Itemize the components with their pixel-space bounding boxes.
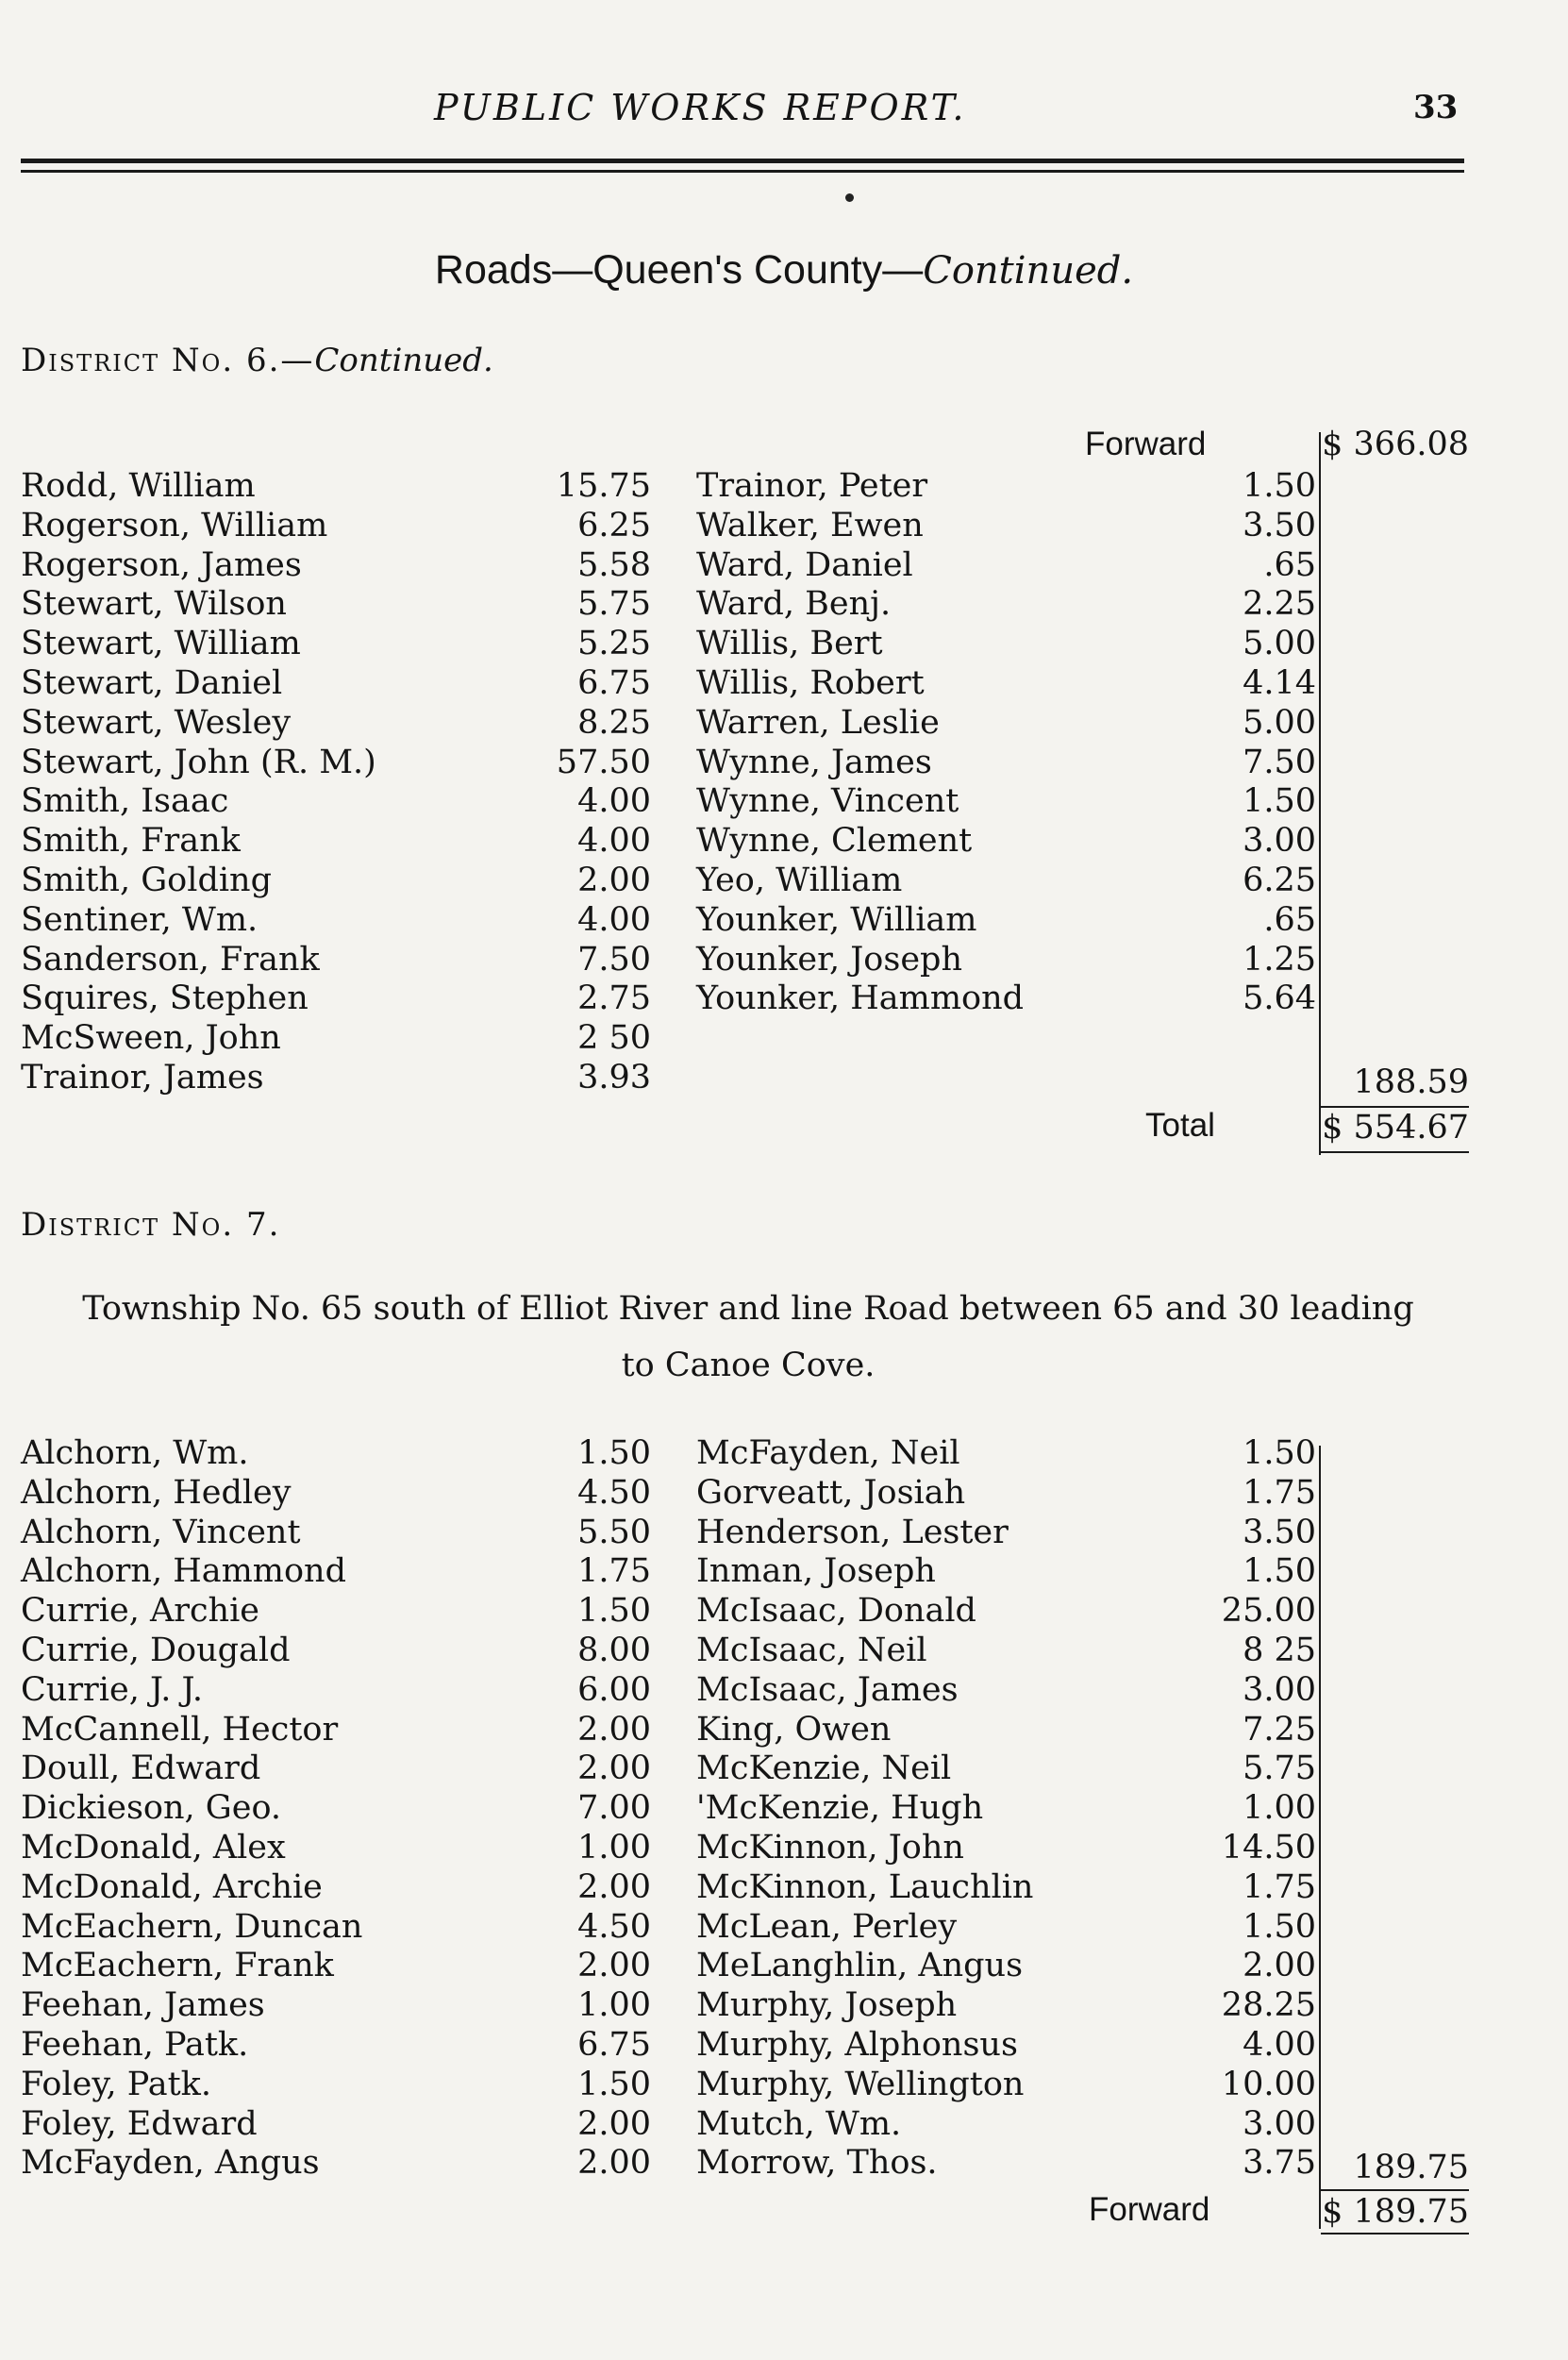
- entry-name: Inman, Joseph: [696, 1552, 936, 1591]
- entry-amount: 8.00: [577, 1632, 651, 1669]
- entry-name: King, Owen: [696, 1710, 892, 1749]
- entry-amount: 3.75: [1243, 2144, 1316, 2183]
- entry-name: Younker, Joseph: [696, 940, 962, 979]
- entry-amount: 8.25: [577, 703, 651, 742]
- entry-name: Warren, Leslie: [696, 703, 940, 742]
- entry-name: Dickieson, Geo.: [21, 1789, 282, 1828]
- entry-name: Ward, Daniel: [696, 545, 913, 584]
- entry-name: Ward, Benj.: [696, 585, 892, 624]
- entry-name: Currie, J. J.: [21, 1670, 203, 1709]
- district-7-forward-rule: [1321, 2233, 1469, 2234]
- entry-amount: 5.64: [1243, 979, 1316, 1018]
- entry-amount: 3.93: [577, 1059, 651, 1096]
- district-7-description-line1: Township No. 65 south of Elliot River and line Road between 65 and 30 leading: [82, 1290, 1414, 1328]
- entry-amount: 5.25: [577, 625, 651, 663]
- district-6-total-label: Total: [1145, 1107, 1215, 1144]
- entry-amount: 1.50: [577, 1592, 651, 1631]
- entry-name: Sanderson, Frank: [21, 940, 320, 979]
- entry-amount: 3.00: [1243, 2104, 1316, 2143]
- entry-amount: 2.00: [577, 1749, 651, 1788]
- running-head: [0, 87, 1568, 143]
- entry-amount: 1.50: [1243, 1434, 1316, 1472]
- entry-amount: 2.00: [577, 2144, 651, 2183]
- entry-amount: 7.50: [1243, 743, 1316, 781]
- entry-amount: .65: [1263, 900, 1316, 939]
- entry-name: Foley, Edward: [21, 2104, 258, 2143]
- entry-name: Doull, Edward: [21, 1749, 261, 1788]
- district-6-forward-label: Forward: [1085, 426, 1207, 462]
- entry-name: 'McKenzie, Hugh: [696, 1789, 984, 1828]
- entry-name: Trainor, James: [21, 1059, 264, 1096]
- entry-name: Feehan, Patk.: [21, 2026, 249, 2064]
- entry-amount: 7.00: [577, 1789, 651, 1828]
- entry-amount: 28.25: [1221, 1986, 1316, 2025]
- entry-name: Gorveatt, Josiah: [696, 1473, 966, 1512]
- entry-name: Willis, Bert: [696, 625, 883, 663]
- entry-amount: 2.00: [577, 1947, 651, 1985]
- entry-amount: 6.25: [1243, 862, 1316, 899]
- entry-amount: 2.00: [577, 862, 651, 899]
- page-title-main: Roads—Queen's County—: [434, 247, 924, 293]
- entry-name: Stewart, William: [21, 625, 301, 663]
- entry-amount: 6.25: [577, 506, 651, 544]
- entry-name: McKinnon, John: [696, 1829, 964, 1866]
- entry-amount: 5.00: [1243, 625, 1316, 663]
- entry-amount: 1.50: [577, 2065, 651, 2103]
- entry-name: Alchorn, Wm.: [21, 1434, 249, 1472]
- entry-amount: 2.25: [1243, 585, 1316, 624]
- entry-amount: 1.50: [1243, 467, 1316, 505]
- page-title: [0, 247, 1568, 293]
- entry-amount: 5.75: [577, 585, 651, 624]
- entry-name: Smith, Frank: [21, 822, 241, 861]
- entry-amount: 4.50: [577, 1473, 651, 1512]
- entry-name: Wynne, James: [696, 743, 932, 781]
- entry-name: Henderson, Lester: [696, 1513, 1009, 1551]
- district-6-total-value: $ 554.67: [1322, 1109, 1469, 1147]
- running-title: PUBLIC WORKS REPORT.: [434, 87, 967, 128]
- district-6-total-rule: [1321, 1151, 1469, 1153]
- entry-amount: 3.50: [1243, 506, 1316, 544]
- entry-amount: 5.58: [577, 545, 651, 584]
- district-7-heading: District No. 7.: [21, 1206, 281, 1244]
- entry-name: McIsaac, James: [696, 1670, 959, 1709]
- entry-name: Alchorn, Hedley: [21, 1473, 292, 1512]
- entry-amount: 4.14: [1243, 664, 1316, 702]
- entry-amount: 4.50: [577, 1907, 651, 1946]
- entry-amount: 14.50: [1221, 1829, 1316, 1866]
- district-6-column-rule: [1319, 432, 1321, 1155]
- entry-amount: 57.50: [556, 743, 651, 781]
- entry-name: McFayden, Angus: [21, 2144, 320, 2183]
- entry-name: MeLanghlin, Angus: [696, 1947, 1024, 1985]
- entry-name: Alchorn, Vincent: [21, 1513, 301, 1551]
- entry-amount: 4.00: [577, 822, 651, 861]
- entry-amount: 7.25: [1243, 1710, 1316, 1749]
- entry-name: McCannell, Hector: [21, 1710, 339, 1749]
- entry-name: Currie, Dougald: [21, 1632, 291, 1669]
- entry-amount: 3.00: [1243, 822, 1316, 861]
- entry-name: Morrow, Thos.: [696, 2144, 938, 2183]
- page-number: 33: [1413, 89, 1459, 126]
- district-7-forward-value: $ 189.75: [1322, 2193, 1469, 2231]
- entry-name: Currie, Archie: [21, 1592, 259, 1631]
- entry-name: McKinnon, Lauchlin: [696, 1867, 1034, 1906]
- entry-name: Murphy, Joseph: [696, 1986, 958, 2025]
- entry-name: McDonald, Alex: [21, 1829, 286, 1866]
- entry-name: Smith, Golding: [21, 862, 272, 899]
- printer-dot: [845, 193, 854, 202]
- entry-name: Stewart, Wilson: [21, 585, 287, 624]
- entry-name: Murphy, Wellington: [696, 2065, 1025, 2103]
- page-title-continued: Continued.: [923, 249, 1134, 293]
- district-7-forward-label: Forward: [1089, 2191, 1210, 2228]
- entry-name: Younker, William: [696, 900, 977, 939]
- entry-name: Yeo, William: [696, 862, 903, 899]
- district-7-column-rule: [1319, 1446, 1321, 2229]
- entry-name: McEachern, Duncan: [21, 1907, 363, 1946]
- entry-amount: 15.75: [556, 467, 651, 505]
- entry-name: McSween, John: [21, 1019, 281, 1058]
- entry-amount: 10.00: [1221, 2065, 1316, 2103]
- entry-amount: 2.00: [577, 1867, 651, 1906]
- district-7-subtotal-rule: [1321, 2189, 1469, 2191]
- entry-name: McKenzie, Neil: [696, 1749, 952, 1788]
- entry-amount: 1.50: [1243, 1552, 1316, 1591]
- entry-amount: 4.00: [1243, 2026, 1316, 2064]
- entry-name: Rodd, William: [21, 467, 256, 505]
- entry-name: McDonald, Archie: [21, 1867, 323, 1906]
- entry-amount: 6.00: [577, 1670, 651, 1709]
- entry-name: Rogerson, James: [21, 545, 302, 584]
- district-6-heading-text: District No. 6.—: [21, 342, 315, 379]
- entry-name: Squires, Stephen: [21, 979, 309, 1018]
- entry-amount: 1.00: [577, 1986, 651, 2025]
- entry-amount: 7.50: [577, 940, 651, 979]
- entry-name: McIsaac, Neil: [696, 1632, 927, 1669]
- entry-amount: 3.50: [1243, 1513, 1316, 1551]
- entry-amount: 5.00: [1243, 703, 1316, 742]
- entry-name: Walker, Ewen: [696, 506, 924, 544]
- entry-amount: 3.00: [1243, 1670, 1316, 1709]
- entry-name: McIsaac, Donald: [696, 1592, 976, 1631]
- entry-amount: 1.50: [1243, 782, 1316, 821]
- district-7-description: [26, 1280, 1470, 1394]
- entry-name: McLean, Perley: [696, 1907, 958, 1946]
- entry-name: Stewart, Wesley: [21, 703, 292, 742]
- entry-amount: 1.75: [1243, 1867, 1316, 1906]
- header-rule-thick: [21, 159, 1464, 163]
- entry-amount: 1.00: [577, 1829, 651, 1866]
- entry-amount: 1.50: [1243, 1907, 1316, 1946]
- entry-name: Stewart, John (R. M.): [21, 743, 376, 781]
- entry-name: Wynne, Clement: [696, 822, 973, 861]
- entry-name: Murphy, Alphonsus: [696, 2026, 1018, 2064]
- entry-amount: 4.00: [577, 900, 651, 939]
- entry-amount: 2 50: [577, 1019, 651, 1058]
- district-6-heading-continued: Continued.: [314, 342, 493, 379]
- entry-name: Sentiner, Wm.: [21, 900, 259, 939]
- entry-amount: 6.75: [577, 2026, 651, 2064]
- district-7-subtotal: 189.75: [1353, 2149, 1469, 2186]
- entry-name: Alchorn, Hammond: [21, 1552, 346, 1591]
- entry-name: Trainor, Peter: [696, 467, 928, 505]
- entry-name: McEachern, Frank: [21, 1947, 334, 1985]
- entry-amount: 1.00: [1243, 1789, 1316, 1828]
- entry-amount: 1.25: [1243, 940, 1316, 979]
- entry-amount: 25.00: [1221, 1592, 1316, 1631]
- entry-amount: 2.00: [577, 1710, 651, 1749]
- entry-name: Willis, Robert: [696, 664, 925, 702]
- entry-amount: 1.75: [1243, 1473, 1316, 1512]
- entry-amount: 5.50: [577, 1513, 651, 1551]
- entry-name: Foley, Patk.: [21, 2065, 211, 2103]
- entry-name: McFayden, Neil: [696, 1434, 960, 1472]
- district-7-description-line2: to Canoe Cove.: [621, 1347, 876, 1384]
- entry-name: Smith, Isaac: [21, 782, 229, 821]
- entry-amount: 6.75: [577, 664, 651, 702]
- entry-amount: 5.75: [1243, 1749, 1316, 1788]
- entry-name: Wynne, Vincent: [696, 782, 959, 821]
- entry-amount: 8 25: [1243, 1632, 1316, 1669]
- entry-name: Younker, Hammond: [696, 979, 1025, 1018]
- header-rule-thin: [21, 170, 1464, 173]
- entry-amount: 1.75: [577, 1552, 651, 1591]
- entry-amount: 2.00: [577, 2104, 651, 2143]
- entry-name: Stewart, Daniel: [21, 664, 283, 702]
- entry-amount: 2.75: [577, 979, 651, 1018]
- entry-amount: 4.00: [577, 782, 651, 821]
- entry-name: Mutch, Wm.: [696, 2104, 902, 2143]
- district-6-heading: [21, 342, 493, 379]
- district-6-forward-value: $ 366.08: [1322, 426, 1469, 463]
- entry-name: Rogerson, William: [21, 506, 328, 544]
- entry-amount: .65: [1263, 545, 1316, 584]
- district-6-subtotal: 188.59: [1353, 1063, 1469, 1101]
- entry-amount: 1.50: [577, 1434, 651, 1472]
- entry-amount: 2.00: [1243, 1947, 1316, 1985]
- entry-name: Feehan, James: [21, 1986, 265, 2025]
